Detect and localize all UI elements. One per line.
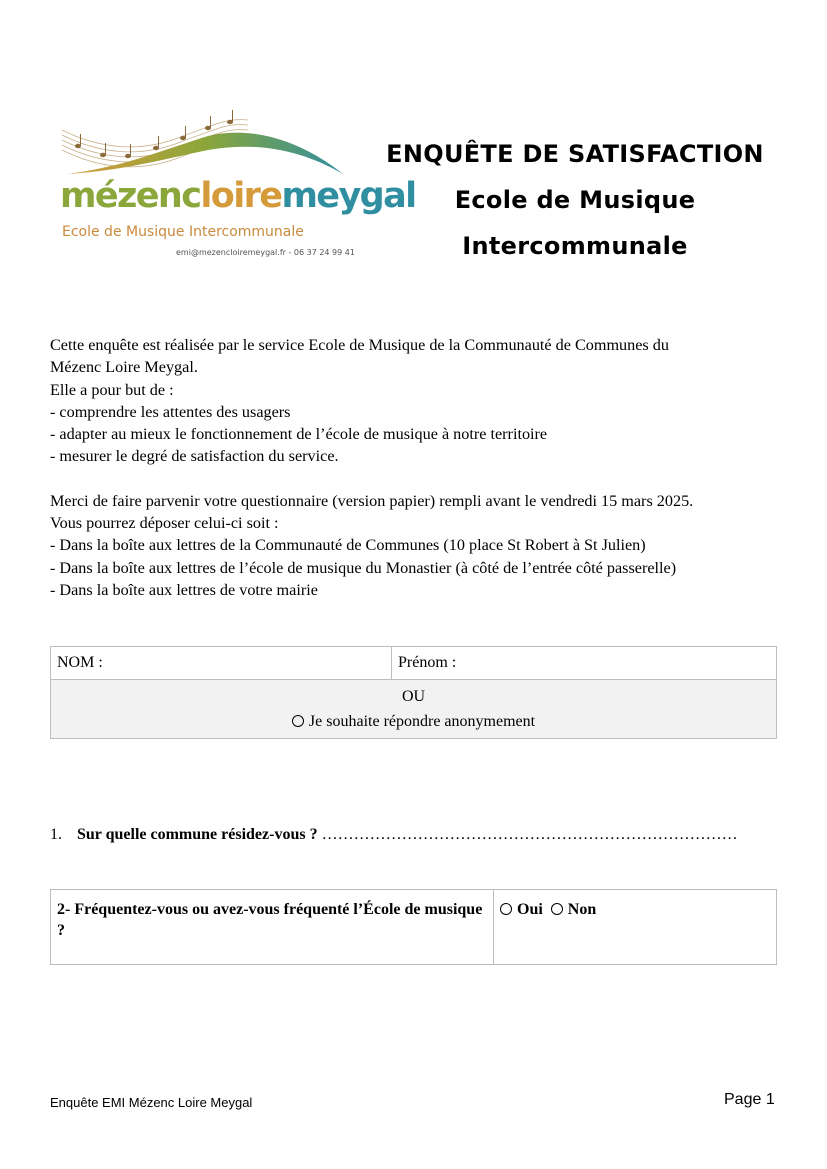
radio-circle-icon[interactable] <box>292 715 304 727</box>
anonymous-label: Je souhaite répondre anonymement <box>308 713 536 730</box>
option-non[interactable] <box>551 901 596 918</box>
page-number: Page 1 <box>724 1091 775 1108</box>
question-2-answer <box>494 890 777 965</box>
radio-circle-icon[interactable] <box>551 903 563 915</box>
logo-word-loire: loire <box>200 176 282 216</box>
intro-bullet: - adapter au mieux le fonctionnement de l’école de musique à notre territoire <box>50 425 548 444</box>
logo-subtitle: Ecole de Musique Intercommunale <box>62 224 304 240</box>
title-line-3: Intercommunale <box>462 232 688 260</box>
intro-option: - Dans la boîte aux lettres de la Communauté de Communes (10 place St Robert à St Julien) <box>50 536 646 555</box>
option-oui[interactable] <box>500 901 543 918</box>
option-oui-label: Oui <box>517 901 543 918</box>
logo-wordmark <box>60 176 416 216</box>
question-2-table <box>50 889 777 965</box>
intro-line: Mézenc Loire Meygal. <box>50 358 198 377</box>
prenom-label: Prénom : <box>398 654 457 671</box>
question-1 <box>50 826 780 844</box>
radio-circle-icon[interactable] <box>500 903 512 915</box>
intro-line: Merci de faire parvenir votre questionnaire (version papier) rempli avant le vendredi 15 mars 2025. <box>50 491 694 510</box>
footer-title: Enquête EMI Mézenc Loire Meygal <box>50 1095 253 1110</box>
logo-word-mezenc: mézenc <box>60 176 201 216</box>
or-label: OU <box>401 688 426 705</box>
intro-option: - Dans la boîte aux lettres de votre mairie <box>50 580 318 599</box>
prenom-field[interactable] <box>392 647 777 680</box>
question-1-number: 1. <box>50 826 62 843</box>
intro-option: - Dans la boîte aux lettres de l’école de musique du Monastier (à côté de l’entrée côté passerelle) <box>50 558 677 577</box>
question-1-answer-line[interactable]: …………………………………………………………………… <box>321 826 738 843</box>
title-line-2: Ecole de Musique <box>454 186 696 214</box>
identity-table <box>50 646 777 739</box>
intro-bullet: - mesurer le degré de satisfaction du service. <box>50 447 339 466</box>
question-1-text: Sur quelle commune résidez-vous ? <box>77 826 318 843</box>
intro-bullet: - comprendre les attentes des usagers <box>50 402 291 421</box>
logo-contact: emi@mezencloiremeygal.fr - 06 37 24 99 41 <box>176 248 355 257</box>
title-line-1: ENQUÊTE DE SATISFACTION <box>386 140 764 168</box>
anonymous-cell <box>51 680 777 739</box>
music-wave-graphic <box>58 108 358 183</box>
option-non-label: Non <box>567 901 597 918</box>
intro-line: Elle a pour but de : <box>50 380 174 399</box>
logo <box>58 108 416 268</box>
intro-text <box>50 334 780 601</box>
anonymous-option[interactable] <box>57 709 770 734</box>
nom-label: NOM : <box>57 654 103 671</box>
intro-line: Vous pourrez déposer celui-ci soit : <box>50 514 279 533</box>
logo-word-meygal: meygal <box>281 176 416 216</box>
nom-field[interactable] <box>51 647 392 680</box>
intro-line: Cette enquête est réalisée par le service Ecole de Musique de la Communauté de Communes du <box>50 336 669 354</box>
question-2-text: 2- Fréquentez-vous ou avez-vous fréquenté l’École de musique ? <box>51 890 494 965</box>
